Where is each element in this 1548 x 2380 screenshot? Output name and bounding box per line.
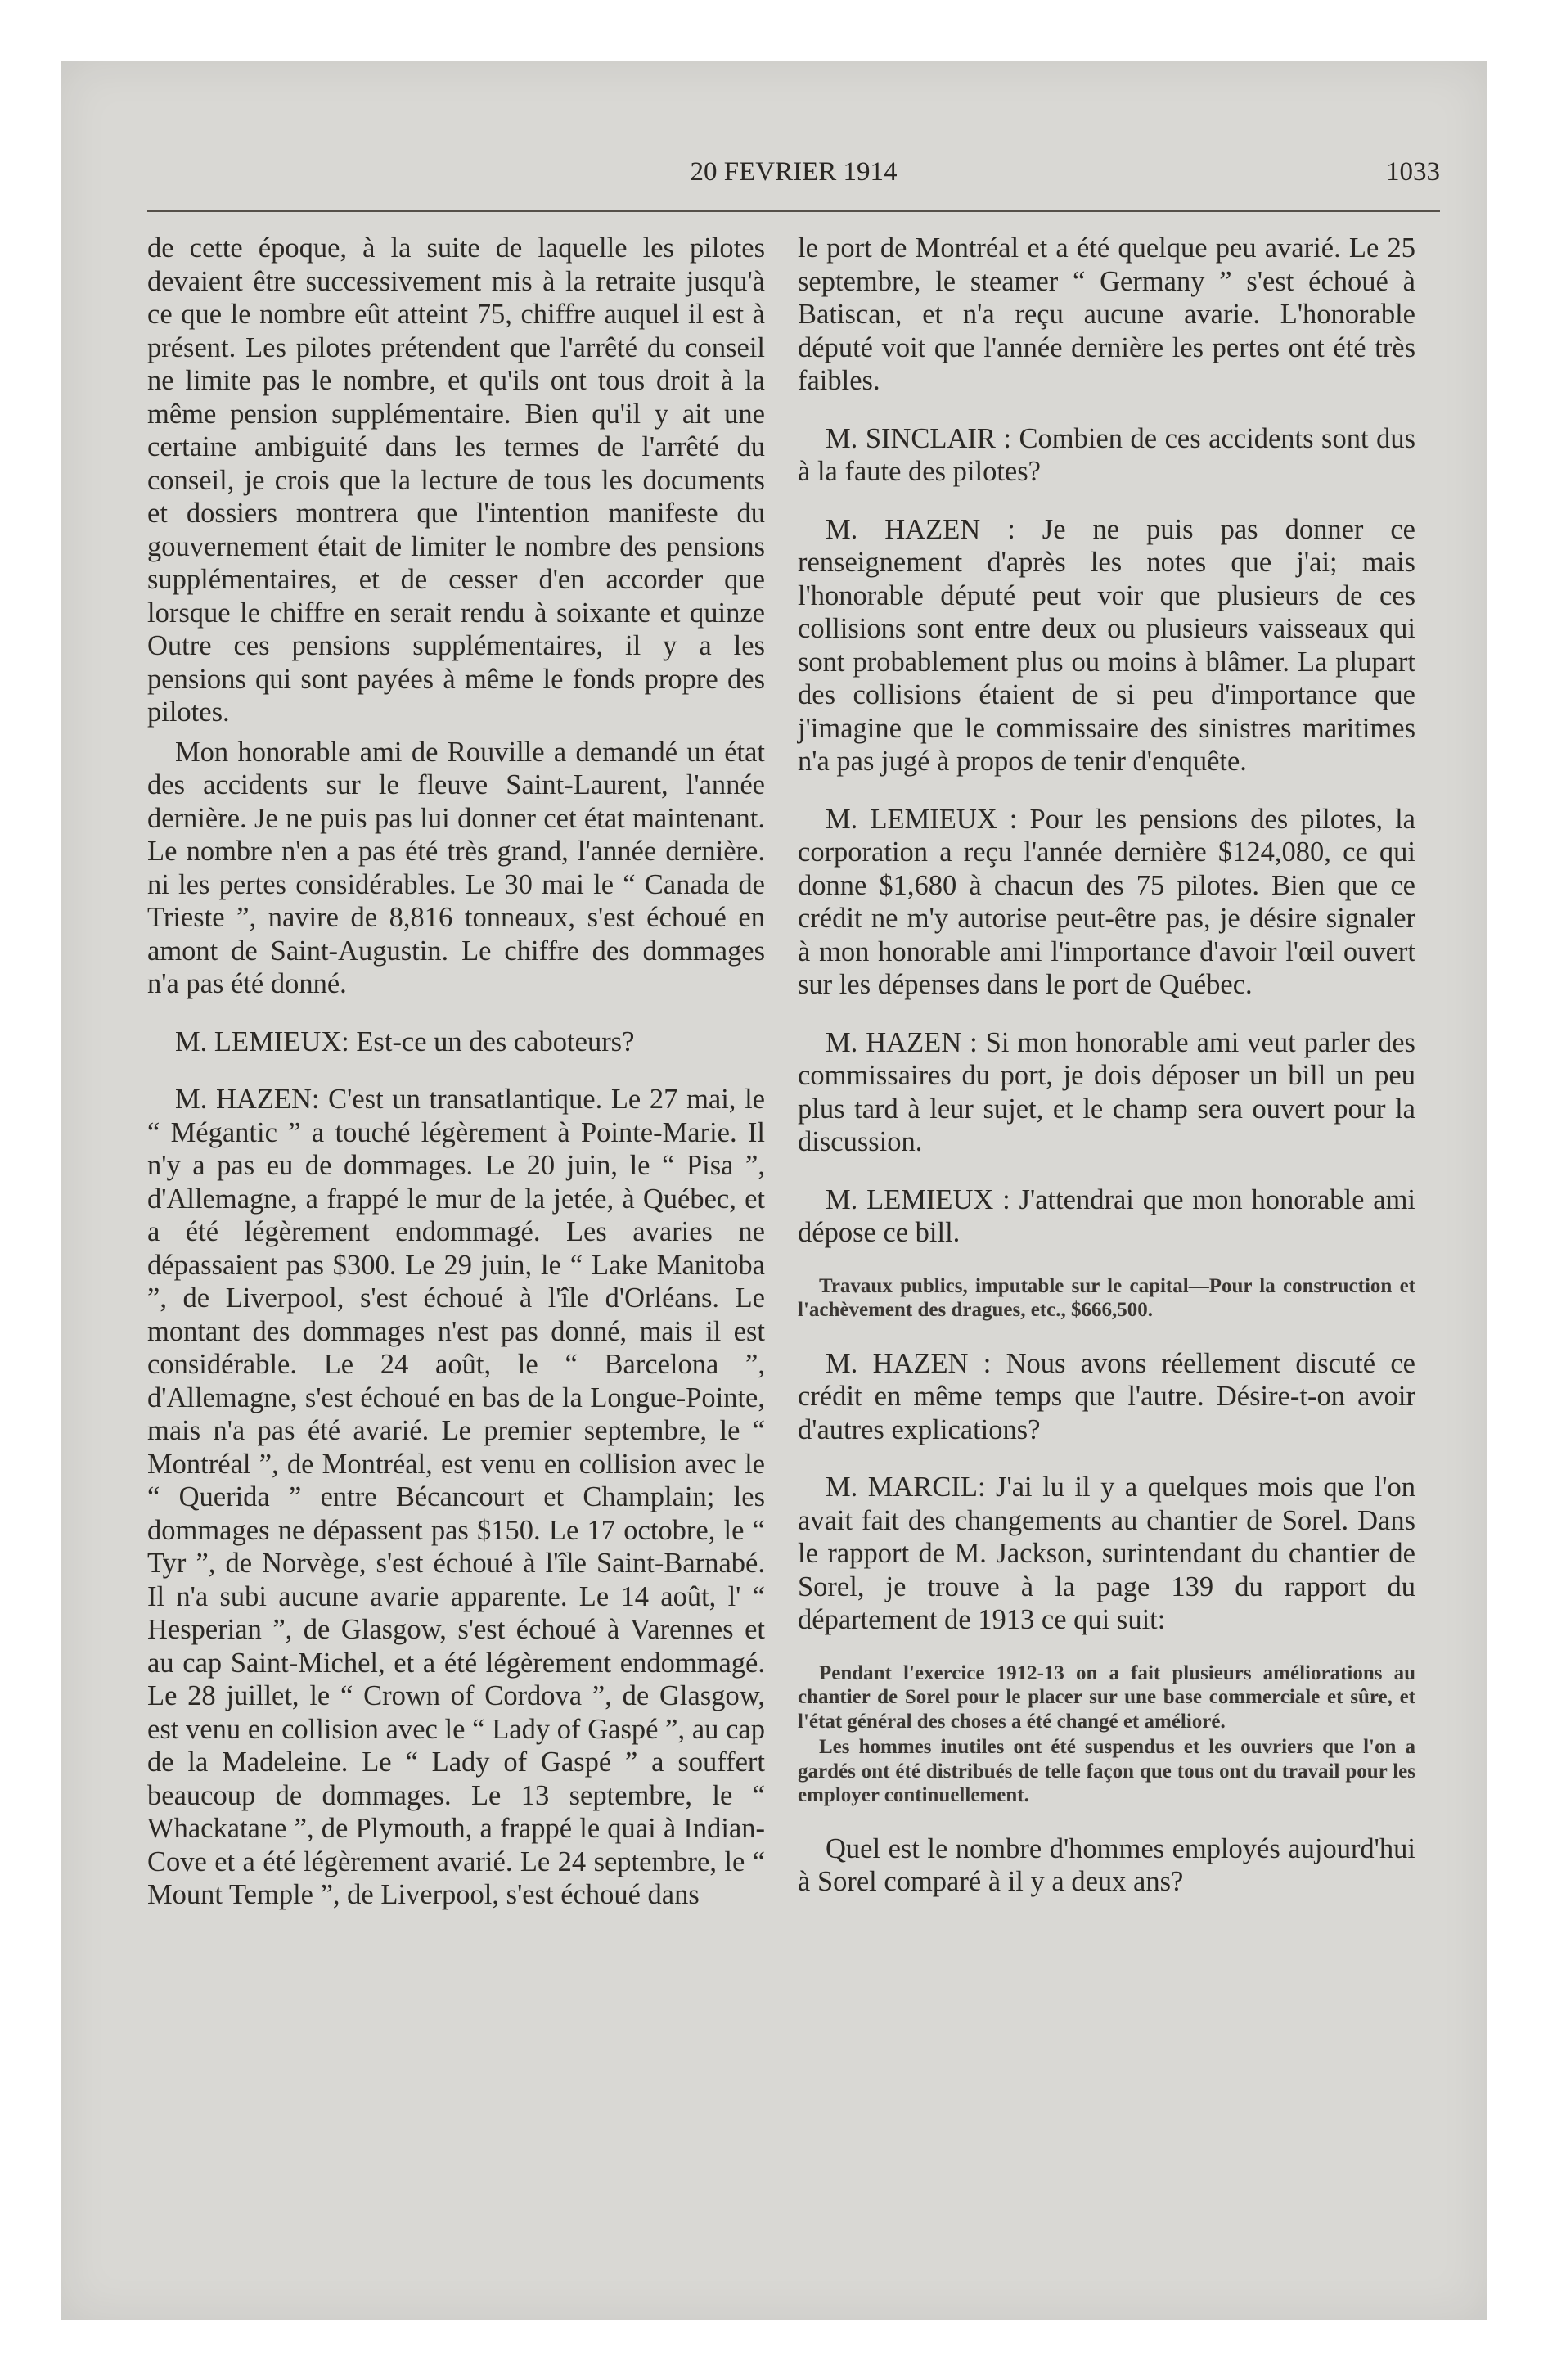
paragraph: M. MARCIL: J'ai lu il y a quelques mois que l'on avait fait des changements au chantier de Sorel. Dans le rapport de M. Jackson, surintendant du chantier de Sorel, je trouve à la page 139 du rapport du département de 1913 ce qui suit: [798,1472,1415,1635]
header-date: 20 FEVRIER 1914 [690,157,898,187]
block-quote: Pendant l'exercice 1912-13 on a fait plusieurs améliorations au chantier de Sorel pour le placer sur une base commerciale et sûre, et l'état général des choses a été changé et amélioré. [798,1661,1415,1733]
page-header [147,156,1440,188]
page-number: 1033 [1386,157,1440,187]
paragraph: M. HAZEN : Je ne puis pas donner ce renseignement d'après les notes que j'ai; mais l'honorable député peut voir que plusieurs de ces collisions sont entre deux ou plusieurs vaisseaux qui sont probablement plus ou moins à blâmer. La plupart des collisions étaient de si peu d'importance que j'imagine que le commissaire des sinistres maritimes n'a pas jugé à propos de tenir d'enquête. [798,513,1415,777]
paragraph: M. LEMIEUX : J'attendrai que mon honorable ami dépose ce bill. [798,1183,1415,1248]
paragraph: M. HAZEN : Si mon honorable ami veut parler des commissaires du port, je dois déposer un bill un peu plus tard à leur sujet, et le champ sera ouvert pour la discussion. [798,1026,1415,1157]
header-rule [147,210,1440,212]
right-column [798,232,1415,1905]
left-column [147,232,765,1918]
budget-item: Travaux publics, imputable sur le capital—Pour la construction et l'achèvement des dragues, etc., $666,500. [798,1274,1415,1321]
block-quote: Les hommes inutiles ont été suspendus et les ouvriers que l'on a gardés ont été distribués de telle façon que tous ont du travail pour les employer continuellement. [798,1736,1415,1806]
paragraph: le port de Montréal et a été quelque peu avarié. Le 25 septembre, le steamer “ Germany ” s'est échoué à Batiscan, et n'a reçu aucune avarie. L'honorable député voit que l'année dernière les pertes ont été très faibles. [798,232,1415,396]
paragraph: M. HAZEN : Nous avons réellement discuté ce crédit en même temps que l'autre. Désire-t-on avoir d'autres explications? [798,1347,1415,1445]
paragraph: M. SINCLAIR : Combien de ces accidents sont dus à la faute des pilotes? [798,422,1415,487]
paragraph: Mon honorable ami de Rouville a demandé un état des accidents sur le fleuve Saint-Laurent, l'année dernière. Je ne puis pas lui donner cet état maintenant. Le nombre n'en a pas été très grand, l'année dernière. ni les pertes considérables. Le 30 mai le “ Canada de Trieste ”, navire de 8,816 tonneaux, s'est échoué en amont de Saint-Augustin. Le chiffre des dommages n'a pas été donné. [147,736,765,999]
paragraph: de cette époque, à la suite de laquelle les pilotes devaient être successivement mis à la retraite jusqu'à ce que le nombre eût atteint 75, chiffre auquel il est à présent. Les pilotes prétendent que l'arrêté du conseil ne limite pas le nombre, et qu'ils ont tous droit à la même pension supplémentaire. Bien qu'il y ait une certaine ambiguité dans les termes de l'arrêté du conseil, je crois que la lecture de tous les documents et dossiers montrera que l'intention manifeste du gouvernement était de limiter le nombre des pensions supplémentaires, et de cesser d'en accorder que lorsque le chiffre en serait rendu à soixante et quinze Outre ces pensions supplémentaires, il y a les pensions qui sont payées à même le fonds propre des pilotes. [147,232,765,728]
paragraph: M. LEMIEUX: Est-ce un des caboteurs? [175,1025,635,1057]
paragraph: Quel est le nombre d'hommes employés aujourd'hui à Sorel comparé à il y a deux ans? [798,1832,1415,1897]
paragraph: M. HAZEN: C'est un transatlantique. Le 27 mai, le “ Mégantic ” a touché légèrement à Pointe-Marie. Il n'y a pas eu de dommages. Le 20 juin, le “ Pisa ”, d'Allemagne, a frappé le mur de la jetée, à Québec, et a été légèrement endommagé. Les avaries ne dépassaient pas $300. Le 29 juin, le “ Lake Manitoba ”, de Liverpool, s'est échoué à l'île d'Orléans. Le montant des dommages n'est pas donné, mais il est considérable. Le 24 août, le “ Barcelona ”, d'Allemagne, s'est échoué en bas de la Longue-Pointe, mais n'a pas été avarié. Le premier septembre, le “ Montréal ”, de Montréal, est venu en collision avec le “ Querida ” entre Bécancourt et Champlain; les dommages ne dépassent pas $150. Le 17 octobre, le “ Tyr ”, de Norvège, s'est échoué à l'île Saint-Barnabé. Il n'a subi aucune avarie apparente. Le 14 août, l' “ Hesperian ”, de Glasgow, s'est échoué à Varennes et au cap Saint-Michel, et a été légèrement endommagé. Le 28 juillet, le “ Crown of Cordova ”, de Glasgow, est venu en collision avec le “ Lady of Gaspé ”, au cap de la Madeleine. Le “ Lady of Gaspé ” a souffert beaucoup de dommages. Le 13 septembre, le “ Whackatane ”, de Plymouth, a frappé le quai à Indian-Cove et a été légèrement avarié. Le 24 septembre, le “ Mount Temple ”, de Liverpool, s'est échoué dans [147,1084,765,1910]
paragraph: M. LEMIEUX : Pour les pensions des pilotes, la corporation a reçu l'année dernière $124,080, ce qui donne $1,680 à chacun des 75 pilotes. Bien que ce crédit ne m'y autorise peut-être pas, je désire signaler à mon honorable ami l'importance d'avoir l'œil ouvert sur les dépenses dans le port de Québec. [798,803,1415,1000]
